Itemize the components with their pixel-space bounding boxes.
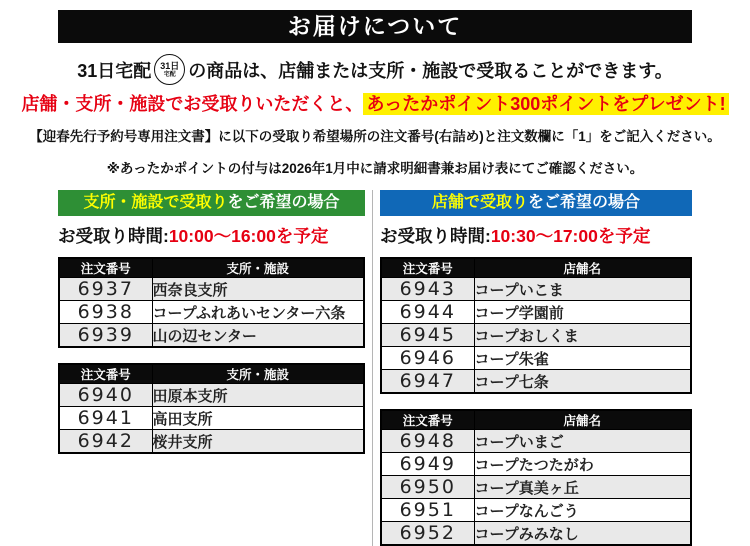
order-number-cell: 6941	[59, 407, 152, 430]
table-row	[59, 430, 364, 454]
badge-bottom-text: 宅配	[163, 71, 176, 78]
points-offer-text: 店舗・支所・施設でお受取りいただくと、	[21, 94, 364, 114]
location-header: 支所・施設	[152, 258, 364, 278]
intro-line-2	[0, 90, 750, 116]
pickup-columns	[58, 190, 692, 546]
branch-header-rest: をご希望の場合	[227, 194, 340, 211]
location-cell: コープ七条	[474, 370, 691, 394]
order-number-cell: 6939	[59, 324, 152, 348]
table-row	[381, 324, 691, 347]
table-row	[59, 301, 364, 324]
table-header-row	[59, 258, 364, 278]
order-number-cell: 6943	[381, 278, 474, 301]
location-cell: コープふれあいセンター六条	[152, 301, 364, 324]
order-number-header: 注文番号	[381, 410, 474, 430]
intro-line1-suffix: の商品は、店舗または支所・施設で受取ることができます。	[188, 60, 673, 81]
location-cell: コープなんごう	[474, 499, 691, 522]
table-row	[59, 324, 364, 348]
table-row	[381, 476, 691, 499]
table-gap	[58, 348, 365, 354]
table-row	[381, 522, 691, 546]
table-header-row	[381, 258, 691, 278]
order-number-cell: 6950	[381, 476, 474, 499]
delivery-31-badge-icon	[154, 54, 185, 85]
location-cell: コープたつたがわ	[474, 453, 691, 476]
location-cell: 田原本支所	[152, 384, 364, 407]
order-number-header: 注文番号	[381, 258, 474, 278]
location-cell: コープ学園前	[474, 301, 691, 324]
table-row	[381, 453, 691, 476]
order-number-cell: 6938	[59, 301, 152, 324]
intro-line-1	[0, 54, 750, 85]
location-cell: コープいまご	[474, 430, 691, 453]
branch-pickup-time	[58, 223, 365, 248]
location-header: 店舗名	[474, 258, 691, 278]
order-number-cell: 6949	[381, 453, 474, 476]
branch-header-highlight: 支所・施設で受取り	[83, 194, 228, 211]
branch-pickup-section	[58, 190, 365, 454]
page-title-banner	[58, 10, 692, 43]
location-cell: 山の辺センター	[152, 324, 364, 348]
order-number-header: 注文番号	[59, 364, 152, 384]
points-highlight-text: あったかポイント300ポイントをプレゼント!	[363, 93, 728, 115]
table-row	[59, 278, 364, 301]
order-number-cell: 6937	[59, 278, 152, 301]
branch-table-2	[58, 363, 365, 454]
order-number-header: 注文番号	[59, 258, 152, 278]
location-cell: コープおしくま	[474, 324, 691, 347]
order-number-cell: 6947	[381, 370, 474, 394]
table-row	[59, 384, 364, 407]
location-cell: 高田支所	[152, 407, 364, 430]
table-header-row	[381, 410, 691, 430]
store-section-header	[380, 190, 692, 216]
store-table-1	[380, 257, 692, 394]
table-gap	[380, 394, 692, 400]
location-cell: 西奈良支所	[152, 278, 364, 301]
table-row	[381, 301, 691, 324]
column-divider	[372, 190, 373, 546]
delivery-notice-page	[0, 10, 750, 544]
table-row	[381, 430, 691, 453]
order-number-cell: 6942	[59, 430, 152, 454]
location-header: 支所・施設	[152, 364, 364, 384]
order-number-cell: 6940	[59, 384, 152, 407]
order-number-cell: 6944	[381, 301, 474, 324]
location-header: 店舗名	[474, 410, 691, 430]
order-form-instruction: 【迎春先行予約号専用注文書】に以下の受取り希望場所の注文番号(右詰め)と注文数欄に「1」をご記入ください。	[29, 129, 721, 144]
table-row	[59, 407, 364, 430]
branch-section-header	[58, 190, 365, 216]
order-number-cell: 6948	[381, 430, 474, 453]
badge-top-text: 31日	[160, 60, 180, 71]
intro-line1-prefix: 31日宅配	[77, 60, 152, 81]
table-row	[381, 347, 691, 370]
table-row	[381, 370, 691, 394]
store-pickup-time	[380, 223, 692, 248]
points-note: ※あったかポイントの付与は2026年1月中に請求明細書兼お届け表にてご確認ください。	[106, 161, 644, 176]
location-cell: コープいこま	[474, 278, 691, 301]
location-cell: コープ朱雀	[474, 347, 691, 370]
location-cell: 桜井支所	[152, 430, 364, 454]
branch-table-1	[58, 257, 365, 348]
order-number-cell: 6952	[381, 522, 474, 546]
store-header-highlight: 店舗で受取り	[431, 194, 528, 211]
table-header-row	[59, 364, 364, 384]
table-row	[381, 499, 691, 522]
store-time-label: お受取り時間:	[380, 226, 491, 246]
order-number-cell: 6946	[381, 347, 474, 370]
branch-time-value: 10:00〜16:00を予定	[168, 226, 329, 246]
order-number-cell: 6951	[381, 499, 474, 522]
location-cell: コープ真美ヶ丘	[474, 476, 691, 499]
store-table-2	[380, 409, 692, 546]
table-row	[381, 278, 691, 301]
page-title: お届けについて	[287, 13, 463, 39]
store-header-rest: をご希望の場合	[528, 194, 641, 211]
store-time-value: 10:30〜17:00を予定	[490, 226, 651, 246]
order-number-cell: 6945	[381, 324, 474, 347]
branch-time-label: お受取り時間:	[58, 226, 169, 246]
location-cell: コープみみなし	[474, 522, 691, 546]
store-pickup-section	[380, 190, 692, 546]
